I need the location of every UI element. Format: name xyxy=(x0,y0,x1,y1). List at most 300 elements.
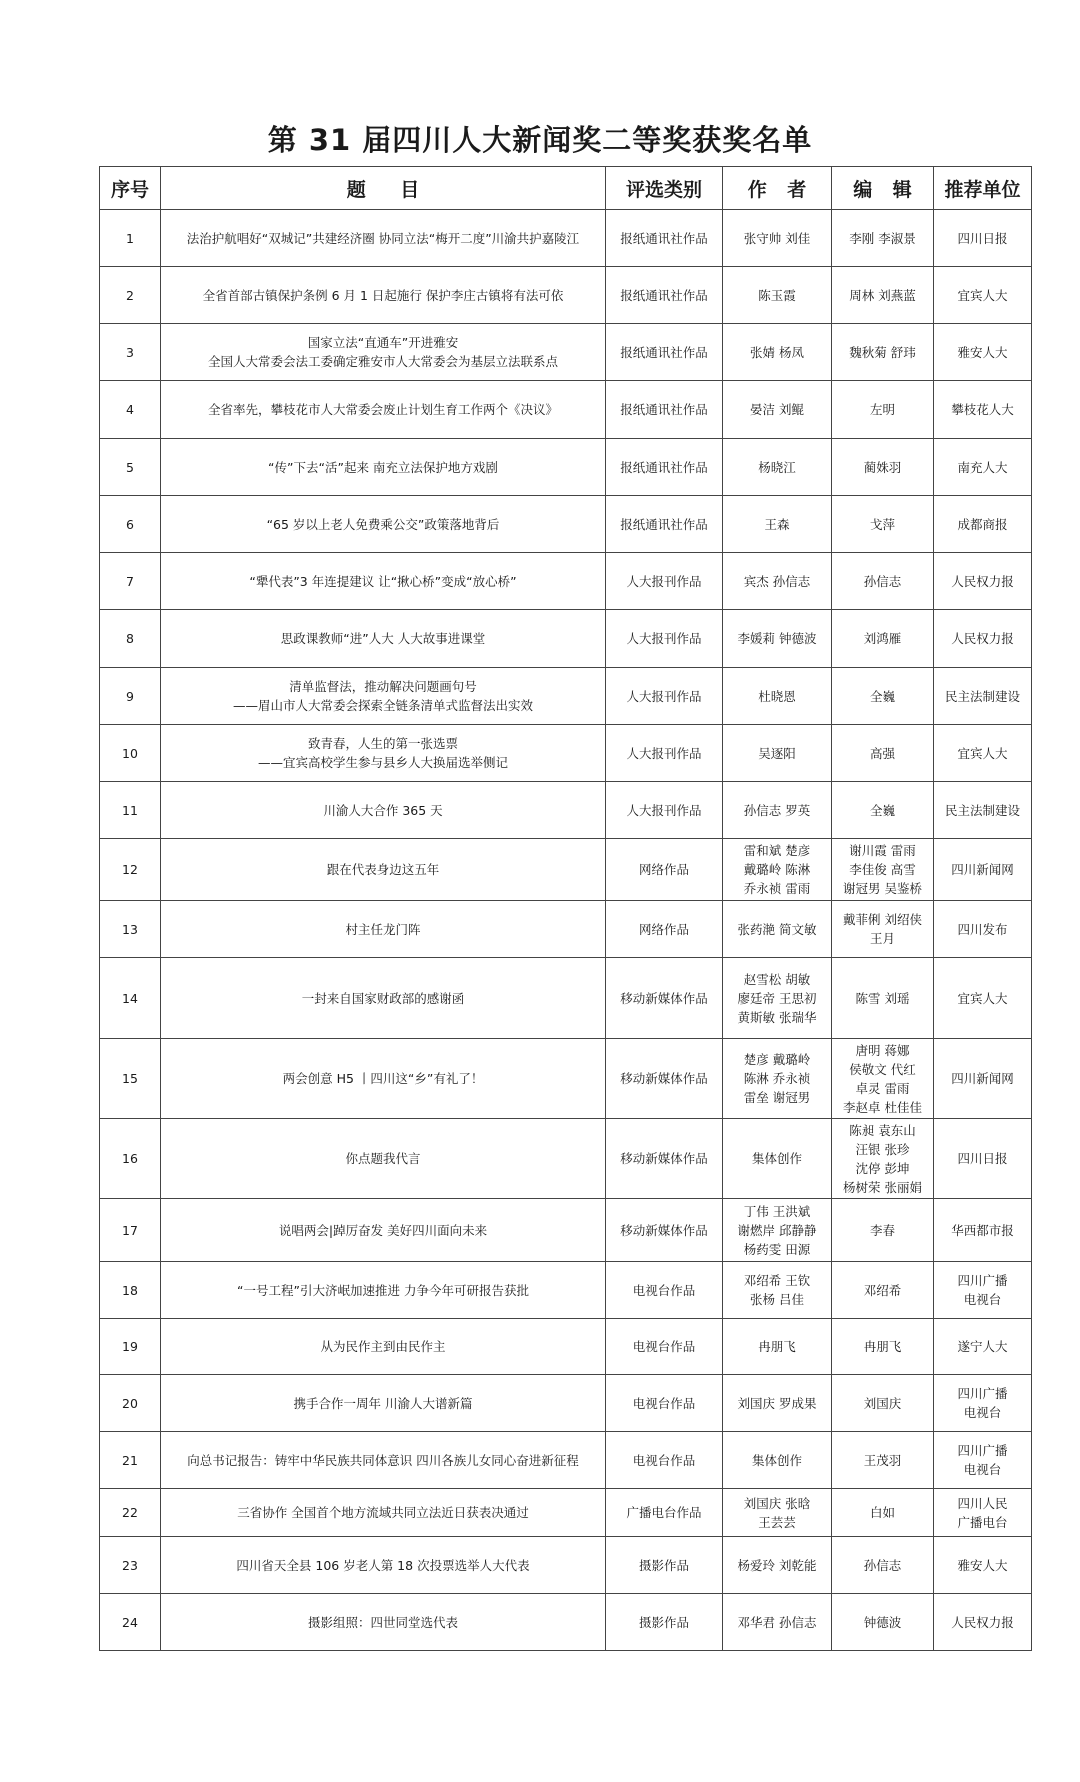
cell-unit xyxy=(934,267,1032,324)
cell-category: 电视台作品 xyxy=(606,1432,723,1489)
cell-unit xyxy=(934,1375,1032,1432)
table-row xyxy=(100,1199,1032,1262)
cell-author-line: 陈玉霞 xyxy=(758,287,796,303)
cell-editor-line: 刘国庆 xyxy=(863,1395,902,1411)
cell-author-line: 孙信志 罗英 xyxy=(743,802,811,818)
cell-editor-line: 蔺姝羽 xyxy=(863,459,902,475)
cell-title xyxy=(161,210,606,267)
cell-author xyxy=(723,381,832,439)
cell-unit xyxy=(934,210,1032,267)
cell-editor-line: 刘鸿雁 xyxy=(863,631,902,646)
cell-category: 移动新媒体作品 xyxy=(606,1039,723,1119)
cell-title xyxy=(161,1319,606,1375)
cell-author-line: 丁伟 王洪斌 xyxy=(743,1203,811,1219)
cell-unit xyxy=(934,839,1032,901)
cell-author-line: 张杨 吕佳 xyxy=(750,1292,804,1307)
awards-table xyxy=(99,166,1032,1651)
cell-unit xyxy=(934,782,1032,839)
cell-editor-line: 李春 xyxy=(869,1222,895,1238)
cell-category: 人大报刊作品 xyxy=(606,668,723,725)
cell-seq: 12 xyxy=(100,839,161,901)
cell-author xyxy=(723,267,832,324)
cell-editor-line: 全巍 xyxy=(869,802,895,818)
cell-editor xyxy=(832,381,934,439)
cell-editor-line: 谢川霞 雷雨 xyxy=(849,843,916,858)
table-row xyxy=(100,958,1032,1039)
table-row xyxy=(100,610,1032,668)
cell-title-line: ——宜宾高校学生参与县乡人大换届选举侧记 xyxy=(257,755,508,770)
cell-editor-line: 周林 刘燕蓝 xyxy=(849,287,916,303)
cell-editor-line: 唐明 蒋娜 xyxy=(855,1042,910,1058)
cell-seq: 9 xyxy=(100,668,161,725)
cell-unit-line: 电视台 xyxy=(963,1292,1002,1307)
cell-unit xyxy=(934,1319,1032,1375)
cell-seq: 20 xyxy=(100,1375,161,1432)
cell-title-line: 从为民作主到由民作主 xyxy=(320,1339,446,1354)
cell-unit-line: 雅安人大 xyxy=(957,1557,1008,1573)
cell-seq: 18 xyxy=(100,1262,161,1319)
cell-unit xyxy=(934,1039,1032,1119)
cell-author xyxy=(723,1199,832,1262)
cell-title xyxy=(161,1594,606,1651)
cell-author-line: 王森 xyxy=(764,516,790,532)
header-category: 评选类别 xyxy=(606,167,723,210)
table-row xyxy=(100,1039,1032,1119)
cell-editor-line: 全巍 xyxy=(869,688,895,704)
cell-category: 报纸通讯社作品 xyxy=(606,496,723,553)
table-row xyxy=(100,210,1032,267)
table-row xyxy=(100,725,1032,782)
cell-editor xyxy=(832,324,934,381)
cell-editor xyxy=(832,958,934,1039)
cell-category: 摄影作品 xyxy=(606,1537,723,1594)
cell-author-line: 赵雪松 胡敏 xyxy=(743,971,811,987)
cell-title xyxy=(161,1199,606,1262)
cell-author-line: 廖廷帝 王思初 xyxy=(737,990,817,1006)
cell-editor-line: 白如 xyxy=(869,1505,895,1520)
cell-unit xyxy=(934,1119,1032,1199)
cell-unit xyxy=(934,324,1032,381)
cell-unit xyxy=(934,1594,1032,1651)
table-row xyxy=(100,1489,1032,1537)
cell-category: 人大报刊作品 xyxy=(606,725,723,782)
cell-unit-line: 四川日报 xyxy=(957,1151,1008,1166)
cell-author xyxy=(723,439,832,496)
cell-title-line: ——眉山市人大常委会探索全链条清单式监督法出实效 xyxy=(232,698,533,713)
cell-editor xyxy=(832,1119,934,1199)
header-author: 作 者 xyxy=(723,167,832,210)
cell-editor-line: 李赵卓 杜佳佳 xyxy=(843,1099,922,1115)
cell-seq: 17 xyxy=(100,1199,161,1262)
cell-category: 网络作品 xyxy=(606,839,723,901)
cell-editor xyxy=(832,1489,934,1537)
cell-title-line: “一号工程”引大济岷加速推进 力争今年可研报告获批 xyxy=(237,1282,529,1298)
cell-unit-line: 四川人民 xyxy=(957,1495,1008,1511)
cell-category: 移动新媒体作品 xyxy=(606,1199,723,1262)
header-editor: 编 辑 xyxy=(832,167,934,210)
cell-unit-line: 民主法制建设 xyxy=(944,688,1020,704)
cell-seq: 22 xyxy=(100,1489,161,1537)
cell-title xyxy=(161,901,606,958)
cell-unit-line: 四川广播 xyxy=(957,1273,1008,1288)
cell-editor-line: 左明 xyxy=(869,402,895,417)
cell-title-line: 川渝人大合作 365 天 xyxy=(323,802,443,818)
cell-author xyxy=(723,1489,832,1537)
cell-author-line: 刘国庆 张晗 xyxy=(743,1495,811,1511)
cell-editor xyxy=(832,267,934,324)
table-row xyxy=(100,1375,1032,1432)
cell-seq: 15 xyxy=(100,1039,161,1119)
cell-editor-line: 陈昶 袁东山 xyxy=(849,1122,916,1138)
table-row xyxy=(100,782,1032,839)
cell-editor-line: 李佳俊 高雪 xyxy=(849,862,916,877)
cell-editor-line: 戴菲俐 刘绍侠 xyxy=(843,912,922,927)
cell-title-line: 说唱两会|踔厉奋发 美好四川面向未来 xyxy=(278,1222,488,1238)
cell-unit-line: 宜宾人大 xyxy=(957,287,1008,303)
cell-title-line: 致青春，人生的第一张选票 xyxy=(307,736,458,751)
cell-author xyxy=(723,668,832,725)
cell-title xyxy=(161,439,606,496)
cell-editor-line: 魏秋菊 舒玮 xyxy=(849,344,916,360)
cell-author xyxy=(723,553,832,610)
cell-seq: 10 xyxy=(100,725,161,782)
cell-author-line: 陈淋 乔永祯 xyxy=(743,1071,811,1086)
cell-category: 报纸通讯社作品 xyxy=(606,439,723,496)
cell-editor-line: 冉朋飞 xyxy=(863,1339,902,1354)
cell-category: 移动新媒体作品 xyxy=(606,958,723,1039)
cell-editor xyxy=(832,839,934,901)
cell-author xyxy=(723,1039,832,1119)
cell-unit-line: 宜宾人大 xyxy=(957,990,1008,1006)
cell-seq: 23 xyxy=(100,1537,161,1594)
cell-category: 报纸通讯社作品 xyxy=(606,381,723,439)
cell-title xyxy=(161,725,606,782)
cell-author-line: 吴逐阳 xyxy=(758,745,796,761)
cell-unit xyxy=(934,668,1032,725)
cell-seq: 24 xyxy=(100,1594,161,1651)
table-body xyxy=(100,210,1032,1651)
cell-unit xyxy=(934,1489,1032,1537)
cell-unit-line: 四川新闻网 xyxy=(951,1071,1014,1086)
cell-author-line: 邓华君 孙信志 xyxy=(737,1614,817,1630)
cell-author-line: 宾杰 孙信志 xyxy=(743,573,811,589)
cell-category: 人大报刊作品 xyxy=(606,610,723,668)
cell-author-line: 雷垒 谢冠男 xyxy=(743,1090,811,1105)
cell-title xyxy=(161,782,606,839)
cell-author-line: 冉朋飞 xyxy=(758,1339,796,1354)
cell-unit-line: 攀枝花人大 xyxy=(951,402,1014,417)
cell-editor xyxy=(832,1319,934,1375)
cell-author-line: 张守帅 刘佳 xyxy=(743,230,811,246)
table-row xyxy=(100,668,1032,725)
cell-unit-line: 民主法制建设 xyxy=(944,802,1020,818)
cell-editor-line: 戈萍 xyxy=(869,516,895,532)
cell-title-line: 全国人大常委会法工委确定雅安市人大常委会为基层立法联系点 xyxy=(207,354,558,369)
cell-author-line: 邓绍希 王钦 xyxy=(743,1273,811,1288)
cell-category: 电视台作品 xyxy=(606,1262,723,1319)
cell-unit xyxy=(934,1537,1032,1594)
cell-title-line: 一封来自国家财政部的感谢函 xyxy=(301,990,465,1006)
cell-title-line: 村主任龙门阵 xyxy=(345,921,421,937)
table-row xyxy=(100,1262,1032,1319)
cell-author xyxy=(723,1375,832,1432)
cell-author xyxy=(723,324,832,381)
cell-editor-line: 钟德波 xyxy=(863,1614,902,1630)
cell-title xyxy=(161,1262,606,1319)
cell-editor-line: 高强 xyxy=(869,745,895,761)
cell-title xyxy=(161,1119,606,1199)
cell-author xyxy=(723,610,832,668)
cell-author-line: 王芸芸 xyxy=(758,1514,796,1530)
cell-author-line: 楚彦 戴璐岭 xyxy=(743,1052,811,1067)
cell-unit xyxy=(934,496,1032,553)
cell-title xyxy=(161,1432,606,1489)
cell-editor-line: 杨树荣 张丽娟 xyxy=(843,1179,922,1195)
cell-author xyxy=(723,1262,832,1319)
cell-category: 人大报刊作品 xyxy=(606,553,723,610)
cell-unit-line: 雅安人大 xyxy=(957,344,1008,360)
cell-title xyxy=(161,958,606,1039)
cell-title xyxy=(161,324,606,381)
cell-title xyxy=(161,668,606,725)
cell-editor-line: 侯敬文 代红 xyxy=(849,1061,916,1077)
cell-category: 报纸通讯社作品 xyxy=(606,267,723,324)
cell-title xyxy=(161,1537,606,1594)
cell-author xyxy=(723,1432,832,1489)
cell-unit xyxy=(934,901,1032,958)
cell-editor xyxy=(832,439,934,496)
table-row xyxy=(100,839,1032,901)
cell-editor-line: 邓绍希 xyxy=(863,1282,902,1298)
cell-unit xyxy=(934,1262,1032,1319)
cell-unit-line: 四川广播 xyxy=(957,1443,1008,1458)
cell-title xyxy=(161,1489,606,1537)
cell-unit-line: 四川日报 xyxy=(957,230,1008,246)
cell-seq: 21 xyxy=(100,1432,161,1489)
cell-category: 报纸通讯社作品 xyxy=(606,324,723,381)
cell-author-line: 杨晓江 xyxy=(758,459,796,475)
cell-author-line: 晏洁 刘鲲 xyxy=(750,402,804,417)
table-header-row xyxy=(100,167,1032,210)
cell-author xyxy=(723,958,832,1039)
cell-author-line: 杨药雯 田源 xyxy=(743,1241,811,1257)
cell-seq: 1 xyxy=(100,210,161,267)
cell-author xyxy=(723,901,832,958)
cell-unit-line: 四川新闻网 xyxy=(951,862,1014,877)
cell-author-line: 李媛莉 钟德波 xyxy=(737,631,817,646)
cell-author xyxy=(723,1319,832,1375)
cell-unit xyxy=(934,610,1032,668)
cell-editor xyxy=(832,1594,934,1651)
cell-editor-line: 孙信志 xyxy=(863,1557,902,1573)
cell-unit-line: 四川发布 xyxy=(957,921,1008,937)
cell-category: 移动新媒体作品 xyxy=(606,1119,723,1199)
cell-seq: 8 xyxy=(100,610,161,668)
cell-category: 报纸通讯社作品 xyxy=(606,210,723,267)
cell-editor-line: 孙信志 xyxy=(863,573,902,589)
cell-title-line: “65 岁以上老人免费乘公交”政策落地背后 xyxy=(266,516,500,532)
cell-seq: 3 xyxy=(100,324,161,381)
table-row xyxy=(100,1537,1032,1594)
cell-editor xyxy=(832,1262,934,1319)
cell-unit xyxy=(934,958,1032,1039)
cell-editor xyxy=(832,553,934,610)
cell-category: 广播电台作品 xyxy=(606,1489,723,1537)
cell-editor-line: 李刚 李淑景 xyxy=(849,230,916,246)
cell-author-line: 谢燃岸 邱静静 xyxy=(737,1222,817,1238)
header-unit: 推荐单位 xyxy=(934,167,1032,210)
cell-title-line: “犟代表”3 年连提建议 让“揪心桥”变成“放心桥” xyxy=(249,573,517,589)
cell-author-line: 刘国庆 罗成果 xyxy=(737,1395,817,1411)
cell-unit-line: 南充人大 xyxy=(957,459,1008,475)
cell-editor xyxy=(832,496,934,553)
cell-unit xyxy=(934,1432,1032,1489)
cell-title-line: 三省协作 全国首个地方流域共同立法近日获表决通过 xyxy=(237,1505,529,1520)
cell-unit-line: 电视台 xyxy=(963,1462,1002,1477)
cell-category: 人大报刊作品 xyxy=(606,782,723,839)
cell-author-line: 集体创作 xyxy=(751,1452,802,1468)
table-row xyxy=(100,1119,1032,1199)
header-seq: 序号 xyxy=(100,167,161,210)
cell-category: 电视台作品 xyxy=(606,1375,723,1432)
cell-unit xyxy=(934,553,1032,610)
cell-title-line: 你点题我代言 xyxy=(345,1151,421,1166)
cell-seq: 16 xyxy=(100,1119,161,1199)
cell-author-line: 集体创作 xyxy=(751,1151,802,1166)
cell-editor xyxy=(832,1039,934,1119)
cell-title-line: 全省率先，攀枝花市人大常委会废止计划生育工作两个《决议》 xyxy=(207,402,558,417)
cell-editor xyxy=(832,210,934,267)
cell-title-line: 思政课教师“进”人大 人大故事进课堂 xyxy=(280,631,486,646)
cell-author-line: 黄斯敏 张瑞华 xyxy=(737,1009,817,1025)
cell-unit-line: 人民权力报 xyxy=(951,573,1014,589)
cell-author-line: 雷和斌 楚彦 xyxy=(743,843,811,858)
cell-seq: 7 xyxy=(100,553,161,610)
cell-editor-line: 王月 xyxy=(869,931,895,946)
cell-author xyxy=(723,782,832,839)
cell-seq: 13 xyxy=(100,901,161,958)
cell-editor xyxy=(832,668,934,725)
cell-author-line: 戴璐岭 陈淋 xyxy=(743,862,811,877)
cell-unit xyxy=(934,725,1032,782)
cell-title-line: 跟在代表身边这五年 xyxy=(326,862,440,877)
cell-author-line: 杜晓恩 xyxy=(758,688,796,704)
cell-unit xyxy=(934,1199,1032,1262)
cell-editor xyxy=(832,1199,934,1262)
cell-editor xyxy=(832,1375,934,1432)
cell-title-line: 两会创意 H5 丨四川这“乡”有礼了！ xyxy=(282,1071,484,1086)
cell-author xyxy=(723,1594,832,1651)
cell-title xyxy=(161,1375,606,1432)
cell-category: 电视台作品 xyxy=(606,1319,723,1375)
cell-editor-line: 沈停 彭坤 xyxy=(855,1160,910,1176)
cell-category: 摄影作品 xyxy=(606,1594,723,1651)
table-row xyxy=(100,324,1032,381)
cell-seq: 2 xyxy=(100,267,161,324)
table-row xyxy=(100,381,1032,439)
cell-title-line: 清单监督法，推动解决问题画句号 xyxy=(289,679,477,694)
cell-unit-line: 人民权力报 xyxy=(951,631,1014,646)
cell-seq: 4 xyxy=(100,381,161,439)
cell-editor xyxy=(832,610,934,668)
header-title: 题 目 xyxy=(161,167,606,210)
cell-author xyxy=(723,496,832,553)
cell-author-line: 乔永祯 雷雨 xyxy=(743,881,811,896)
cell-unit-line: 遂宁人大 xyxy=(957,1339,1008,1354)
cell-editor xyxy=(832,901,934,958)
cell-title-line: 四川省天全县 106 岁老人第 18 次投票选举人大代表 xyxy=(236,1557,530,1573)
cell-editor-line: 汪银 张珍 xyxy=(855,1141,910,1157)
cell-author xyxy=(723,210,832,267)
cell-title-line: 向总书记报告：铸牢中华民族共同体意识 四川各族儿女同心奋进新征程 xyxy=(187,1452,579,1468)
cell-author xyxy=(723,1537,832,1594)
cell-unit-line: 电视台 xyxy=(963,1405,1002,1420)
table-row xyxy=(100,901,1032,958)
page-title: 第 31 届四川人大新闻奖二等奖获奖名单 xyxy=(267,123,813,157)
cell-title xyxy=(161,610,606,668)
cell-editor xyxy=(832,1537,934,1594)
cell-editor xyxy=(832,782,934,839)
cell-author xyxy=(723,725,832,782)
cell-unit xyxy=(934,381,1032,439)
cell-title-line: 摄影组照：四世同堂选代表 xyxy=(307,1614,458,1630)
cell-title-line: 全省首部古镇保护条例 6 月 1 日起施行 保护李庄古镇将有法可依 xyxy=(202,287,564,303)
cell-editor xyxy=(832,725,934,782)
cell-editor-line: 谢冠男 吴鉴桥 xyxy=(843,881,922,896)
cell-title-line: 国家立法“直通车”开进雅安 xyxy=(307,335,459,350)
cell-title xyxy=(161,1039,606,1119)
cell-title xyxy=(161,839,606,901)
cell-author-line: 张婧 杨凤 xyxy=(750,344,804,360)
cell-seq: 5 xyxy=(100,439,161,496)
cell-seq: 11 xyxy=(100,782,161,839)
cell-seq: 6 xyxy=(100,496,161,553)
cell-editor-line: 陈雪 刘瑶 xyxy=(855,990,910,1006)
cell-title xyxy=(161,267,606,324)
table-row xyxy=(100,496,1032,553)
cell-editor-line: 王茂羽 xyxy=(863,1452,902,1468)
cell-unit-line: 四川广播 xyxy=(957,1386,1008,1401)
cell-author xyxy=(723,1119,832,1199)
cell-unit-line: 宜宾人大 xyxy=(957,745,1008,761)
cell-category: 网络作品 xyxy=(606,901,723,958)
table-row xyxy=(100,439,1032,496)
cell-unit-line: 人民权力报 xyxy=(951,1614,1014,1630)
cell-unit-line: 华西都市报 xyxy=(951,1222,1014,1238)
cell-title-line: “传”下去“活”起来 南充立法保护地方戏剧 xyxy=(268,459,498,475)
table-row xyxy=(100,553,1032,610)
table-row xyxy=(100,267,1032,324)
cell-title xyxy=(161,381,606,439)
table-row xyxy=(100,1432,1032,1489)
cell-seq: 14 xyxy=(100,958,161,1039)
cell-seq: 19 xyxy=(100,1319,161,1375)
cell-title xyxy=(161,496,606,553)
cell-unit-line: 成都商报 xyxy=(957,516,1008,532)
cell-author-line: 杨爱玲 刘乾能 xyxy=(737,1557,817,1573)
cell-author-line: 张药滟 简文敏 xyxy=(737,921,817,937)
cell-author xyxy=(723,839,832,901)
cell-unit-line: 广播电台 xyxy=(957,1514,1008,1530)
cell-editor xyxy=(832,1432,934,1489)
cell-title-line: 法治护航唱好“双城记”共建经济圈 协同立法“梅开二度”川渝共护嘉陵江 xyxy=(186,230,580,246)
cell-title xyxy=(161,553,606,610)
cell-unit xyxy=(934,439,1032,496)
table-row xyxy=(100,1319,1032,1375)
cell-editor-line: 卓灵 雷雨 xyxy=(855,1080,910,1096)
cell-title-line: 携手合作一周年 川渝人大谱新篇 xyxy=(293,1395,473,1411)
table-row xyxy=(100,1594,1032,1651)
